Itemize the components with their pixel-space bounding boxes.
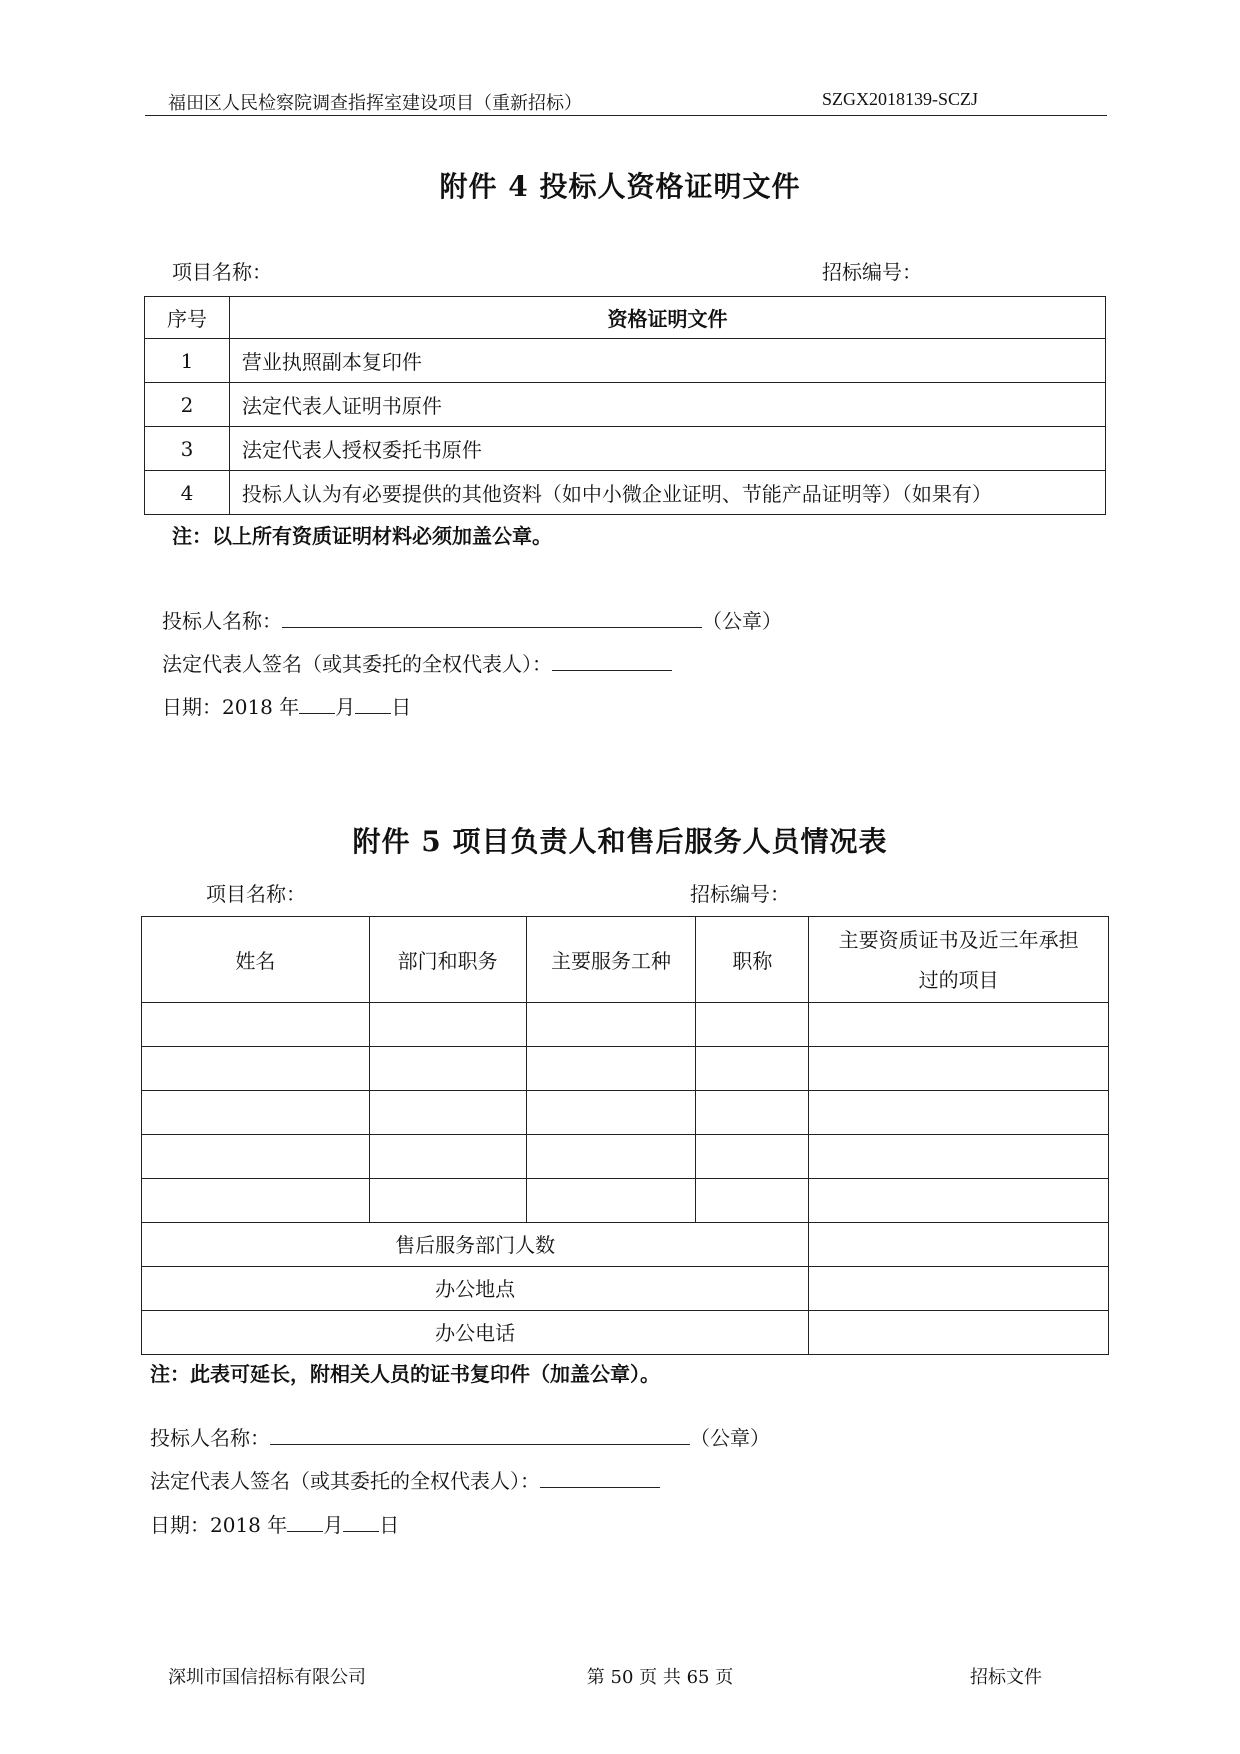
signature-blank[interactable] bbox=[540, 1467, 660, 1488]
day-label: 日 bbox=[391, 695, 412, 719]
table-row bbox=[142, 1179, 1109, 1223]
col-header-service-type: 主要服务工种 bbox=[526, 917, 696, 1003]
month-blank[interactable] bbox=[299, 693, 335, 714]
row-index: 2 bbox=[145, 383, 230, 427]
cell-title[interactable] bbox=[696, 1047, 809, 1091]
cell-name[interactable] bbox=[142, 1179, 370, 1223]
footer-company: 深圳市国信招标有限公司 bbox=[168, 1667, 366, 1688]
footer-doc-type: 招标文件 bbox=[970, 1667, 1042, 1688]
cell-service-type[interactable] bbox=[526, 1003, 696, 1047]
section4-bid-no-label: 招标编号： bbox=[822, 260, 922, 284]
col-header-documents: 资格证明文件 bbox=[229, 297, 1105, 339]
signature-label: 法定代表人签名（或其委托的全权代表人）： bbox=[150, 1469, 540, 1493]
cell-department[interactable] bbox=[369, 1135, 526, 1179]
col-header-name: 姓名 bbox=[142, 917, 370, 1003]
section5-signature-line bbox=[150, 1465, 660, 1494]
cell-qualifications[interactable] bbox=[809, 1091, 1109, 1135]
cell-title[interactable] bbox=[696, 1179, 809, 1223]
cell-department[interactable] bbox=[369, 1091, 526, 1135]
row-document: 法定代表人授权委托书原件 bbox=[229, 427, 1105, 471]
table-row bbox=[142, 1091, 1109, 1135]
header-project-title: 福田区人民检察院调查指挥室建设项目（重新招标） bbox=[168, 93, 582, 114]
bidder-name-blank[interactable] bbox=[282, 607, 702, 628]
summary-row bbox=[142, 1223, 1109, 1267]
section5-note: 注：此表可延长，附相关人员的证书复印件（加盖公章）。 bbox=[150, 1362, 660, 1386]
summary-value[interactable] bbox=[809, 1311, 1109, 1355]
bidder-name-blank[interactable] bbox=[270, 1424, 690, 1445]
table-row bbox=[145, 383, 1106, 427]
cell-name[interactable] bbox=[142, 1003, 370, 1047]
section5-bid-no-label: 招标编号： bbox=[690, 882, 790, 906]
col-header-qualifications-line2: 过的项目 bbox=[918, 967, 999, 992]
qualification-documents-table bbox=[144, 296, 1106, 515]
col-header-index: 序号 bbox=[145, 297, 230, 339]
cell-department[interactable] bbox=[369, 1047, 526, 1091]
section5-project-name-label: 项目名称： bbox=[206, 882, 306, 906]
table-row bbox=[142, 1047, 1109, 1091]
section4-signature-line bbox=[162, 648, 672, 677]
bidder-name-label: 投标人名称： bbox=[162, 609, 282, 633]
cell-name[interactable] bbox=[142, 1047, 370, 1091]
summary-label: 办公电话 bbox=[142, 1311, 809, 1355]
row-index: 3 bbox=[145, 427, 230, 471]
section4-project-name-label: 项目名称： bbox=[172, 260, 272, 284]
footer-page-number: 第 50 页 共 65 页 bbox=[586, 1667, 734, 1688]
section4-bidder-name-line bbox=[162, 605, 782, 634]
cell-qualifications[interactable] bbox=[809, 1003, 1109, 1047]
cell-name[interactable] bbox=[142, 1135, 370, 1179]
row-document: 法定代表人证明书原件 bbox=[229, 383, 1105, 427]
section5-date-line bbox=[150, 1509, 399, 1538]
row-document: 投标人认为有必要提供的其他资料（如中小微企业证明、节能产品证明等）（如果有） bbox=[229, 471, 1105, 515]
seal-label: （公章） bbox=[702, 609, 782, 633]
cell-service-type[interactable] bbox=[526, 1047, 696, 1091]
signature-label: 法定代表人签名（或其委托的全权代表人）： bbox=[162, 652, 552, 676]
section4-note: 注：以上所有资质证明材料必须加盖公章。 bbox=[172, 524, 552, 548]
table-row bbox=[142, 1003, 1109, 1047]
col-header-qualifications bbox=[809, 917, 1109, 1003]
row-document: 营业执照副本复印件 bbox=[229, 339, 1105, 383]
section4-date-line bbox=[162, 691, 411, 720]
cell-title[interactable] bbox=[696, 1091, 809, 1135]
cell-name[interactable] bbox=[142, 1091, 370, 1135]
cell-service-type[interactable] bbox=[526, 1179, 696, 1223]
section4-title: 附件 4 投标人资格证明文件 bbox=[439, 170, 801, 203]
summary-row bbox=[142, 1267, 1109, 1311]
date-prefix: 日期：2018 年 bbox=[162, 695, 300, 719]
summary-row bbox=[142, 1311, 1109, 1355]
summary-label: 售后服务部门人数 bbox=[142, 1223, 809, 1267]
summary-value[interactable] bbox=[809, 1267, 1109, 1311]
cell-qualifications[interactable] bbox=[809, 1047, 1109, 1091]
signature-blank[interactable] bbox=[552, 650, 672, 671]
col-header-qualifications-line1: 主要资质证书及近三年承担 bbox=[838, 927, 1079, 952]
summary-label: 办公地点 bbox=[142, 1267, 809, 1311]
cell-qualifications[interactable] bbox=[809, 1179, 1109, 1223]
month-label: 月 bbox=[335, 695, 356, 719]
service-personnel-table bbox=[141, 916, 1109, 1355]
header-divider bbox=[145, 115, 1107, 116]
table-header-row bbox=[145, 297, 1106, 339]
cell-service-type[interactable] bbox=[526, 1091, 696, 1135]
cell-qualifications[interactable] bbox=[809, 1135, 1109, 1179]
day-blank[interactable] bbox=[355, 693, 391, 714]
section5-title: 附件 5 项目负责人和售后服务人员情况表 bbox=[352, 825, 888, 858]
cell-title[interactable] bbox=[696, 1003, 809, 1047]
table-header-row bbox=[142, 917, 1109, 1003]
date-prefix: 日期：2018 年 bbox=[150, 1513, 288, 1537]
day-blank[interactable] bbox=[343, 1511, 379, 1532]
table-row bbox=[142, 1135, 1109, 1179]
day-label: 日 bbox=[379, 1513, 400, 1537]
cell-title[interactable] bbox=[696, 1135, 809, 1179]
cell-service-type[interactable] bbox=[526, 1135, 696, 1179]
row-index: 4 bbox=[145, 471, 230, 515]
section5-bidder-name-line bbox=[150, 1422, 770, 1451]
row-index: 1 bbox=[145, 339, 230, 383]
month-blank[interactable] bbox=[287, 1511, 323, 1532]
bidder-name-label: 投标人名称： bbox=[150, 1426, 270, 1450]
seal-label: （公章） bbox=[690, 1426, 770, 1450]
table-row bbox=[145, 339, 1106, 383]
cell-department[interactable] bbox=[369, 1179, 526, 1223]
summary-value[interactable] bbox=[809, 1223, 1109, 1267]
table-row bbox=[145, 471, 1106, 515]
col-header-title: 职称 bbox=[696, 917, 809, 1003]
col-header-department: 部门和职务 bbox=[369, 917, 526, 1003]
header-project-code: SZGX2018139-SCZJ bbox=[822, 89, 979, 109]
table-row bbox=[145, 427, 1106, 471]
month-label: 月 bbox=[323, 1513, 344, 1537]
cell-department[interactable] bbox=[369, 1003, 526, 1047]
